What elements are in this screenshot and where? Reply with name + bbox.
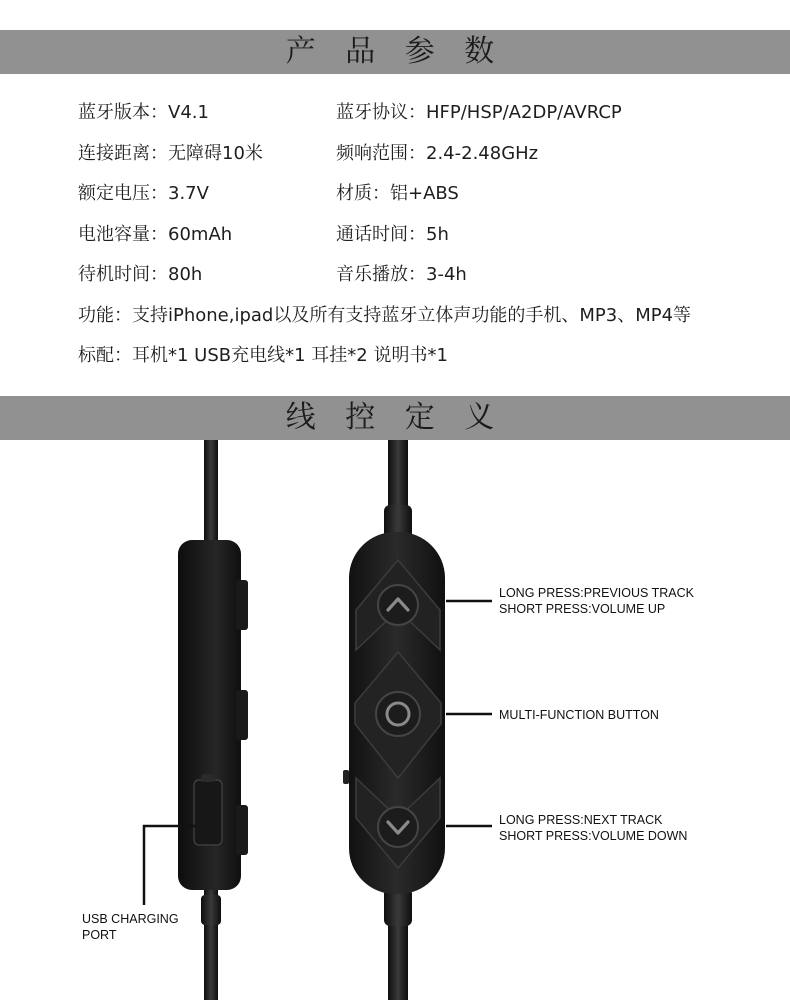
volume-down-long-press: LONG PRESS:NEXT TRACK — [499, 813, 663, 827]
spec-bt-protocol: 蓝牙协议：HFP/HSP/A2DP/AVRCP — [336, 102, 622, 123]
spec-voltage: 额定电压：3.7V — [78, 183, 209, 204]
volume-up-annotation — [499, 585, 694, 617]
spec-standby: 待机时间：80h — [78, 264, 203, 285]
spec-material: 材质：铝+ABS — [336, 183, 459, 204]
volume-down-annotation — [499, 812, 687, 844]
usb-port — [194, 780, 222, 845]
volume-down-short-press: SHORT PRESS:VOLUME DOWN — [499, 829, 688, 843]
usb-port-annotation — [82, 911, 179, 943]
spec-battery: 电池容量：60mAh — [78, 224, 233, 245]
spec-talk-time: 通话时间：5h — [336, 224, 449, 245]
spec-music: 音乐播放：3-4h — [336, 264, 467, 285]
usb-port-label-line1: USB CHARGING — [82, 912, 179, 926]
usb-port-label-line2: PORT — [82, 928, 117, 942]
volume-up-long-press: LONG PRESS:PREVIOUS TRACK — [499, 586, 694, 600]
params-title: 产 品 参 数 — [285, 34, 505, 69]
control-title: 线 控 定 义 — [285, 400, 505, 435]
multi-function-annotation: MULTI-FUNCTION BUTTON — [499, 708, 659, 722]
spec-distance: 连接距离：无障碍10米 — [78, 143, 263, 164]
remote-side-view — [178, 540, 248, 890]
remote-front-view — [343, 532, 445, 894]
volume-up-short-press: SHORT PRESS:VOLUME UP — [499, 602, 666, 616]
spec-function: 功能：支持iPhone,ipad以及所有支持蓝牙立体声功能的手机、MP3、MP4等 — [78, 305, 692, 326]
spec-package: 标配：耳机*1 USB充电线*1 耳挂*2 说明书*1 — [78, 345, 448, 366]
spec-bt-version: 蓝牙版本：V4.1 — [78, 102, 209, 123]
spec-frequency: 频响范围：2.4-2.48GHz — [336, 143, 539, 164]
